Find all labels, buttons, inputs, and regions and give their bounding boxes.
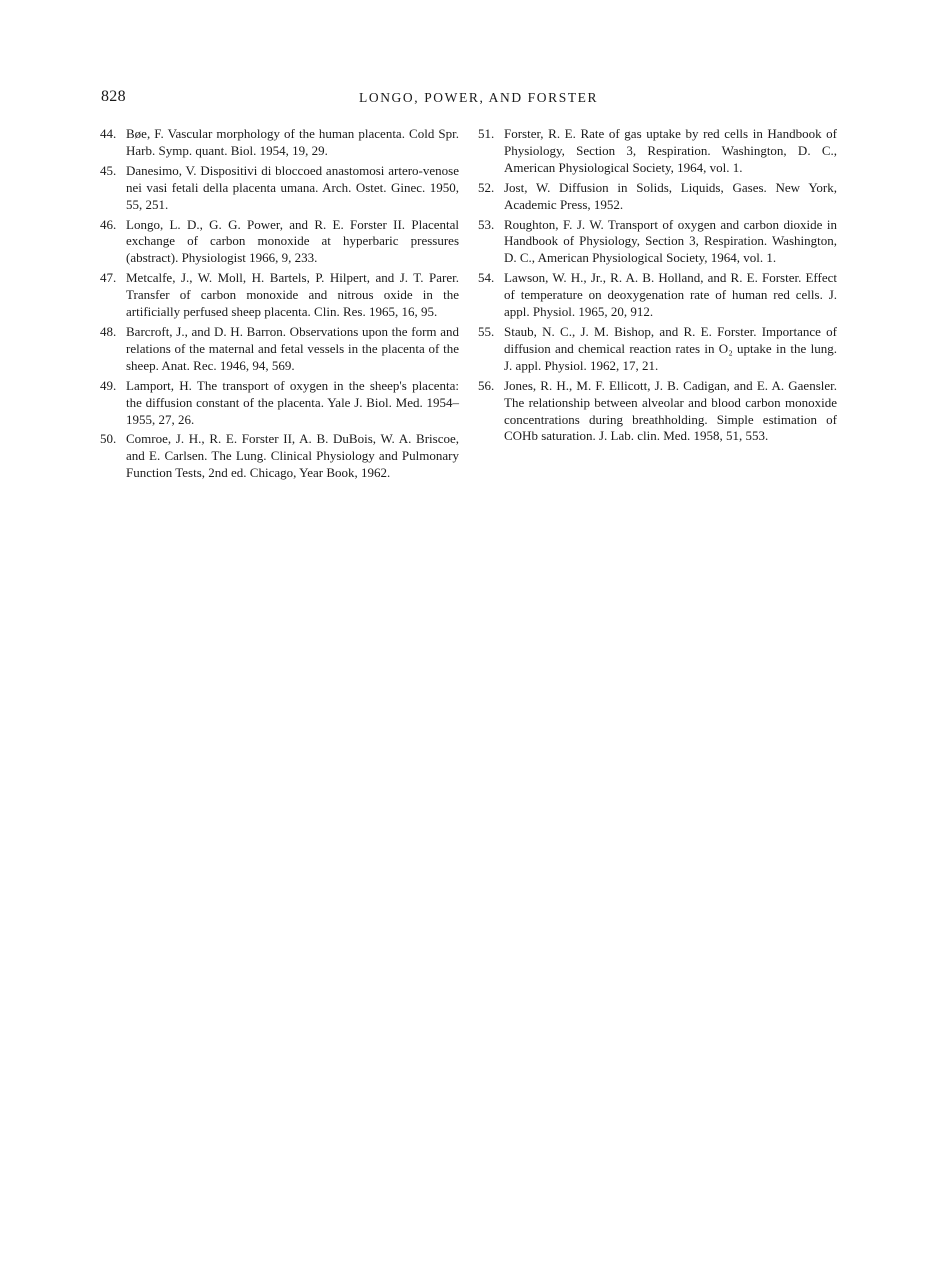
reference-text: Metcalfe, J., W. Moll, H. Bartels, P. Hilpert, and J. T. Parer. Transfer of carbon monoxide and nitrous oxide in the artificially perfused sheep placenta. Clin. Res. 1965, 16, 95. [126, 270, 459, 320]
reference-text: Comroe, J. H., R. E. Forster II, A. B. DuBois, W. A. Briscoe, and E. Carlsen. The Lung. Clinical Physiology and Pulmonary Function Tests, 2nd ed. Chicago, Year Book, 1962. [126, 431, 459, 481]
reference-number: 51. [478, 126, 495, 141]
reference-number: 44. [100, 126, 117, 141]
reference-51 [478, 126, 837, 177]
reference-number: 46. [100, 216, 117, 232]
reference-46 [100, 217, 459, 268]
reference-text: Barcroft, J., and D. H. Barron. Observations upon the form and relations of the maternal and fetal vessels in the placenta of the sheep. Anat. Rec. 1946, 94, 569. [126, 323, 459, 373]
page-header [0, 88, 936, 110]
reference-number: 49. [100, 377, 117, 393]
reference-number: 52. [478, 179, 495, 195]
reference-number: 48. [100, 323, 117, 339]
reference-48 [100, 324, 459, 375]
reference-number: 53. [478, 216, 495, 232]
reference-text: Roughton, F. J. W. Transport of oxygen and carbon dioxide in Handbook of Physiology, Section 3, Respiration. Washington, D. C., American Physiological Society, 1964, vol. 1. [504, 216, 837, 266]
reference-text: Lawson, W. H., Jr., R. A. B. Holland, and R. E. Forster. Effect of temperature on deoxygenation rate of human red cells. J. appl. Physiol. 1965, 20, 912. [504, 270, 837, 320]
running-head: LONGO, POWER, AND FORSTER [359, 90, 599, 105]
page-number: 828 [101, 88, 126, 105]
reference-text: Forster, R. E. Rate of gas uptake by red cells in Handbook of Physiology, Section 3, Respiration. Washington, D. C., American Physiological Society, 1964, vol. 1. [504, 126, 837, 175]
reference-text: Jost, W. Diffusion in Solids, Liquids, Gases. New York, Academic Press, 1952. [504, 179, 837, 212]
reference-number: 47. [100, 270, 117, 286]
reference-number: 45. [100, 162, 117, 178]
reference-number: 55. [478, 323, 495, 339]
reference-text: Staub, N. C., J. M. Bishop, and R. E. Forster. Importance of diffusion and chemical reaction rates in O₂ uptake in the lung. J. appl. Physiol. 1962, 17, 21. [504, 323, 837, 373]
reference-text: Jones, R. H., M. F. Ellicott, J. B. Cadigan, and E. A. Gaensler. The relationship between alveolar and blood carbon monoxide concentrations during breathholding. Simple estimation of COHb saturation. J. Lab. clin. Med. 1958, 51, 553. [504, 377, 837, 444]
reference-text: Longo, L. D., G. G. Power, and R. E. Forster II. Placental exchange of carbon monoxide at hyperbaric pressures (abstract). Physiologist 1966, 9, 233. [126, 216, 459, 266]
reference-49 [100, 378, 459, 429]
reference-number: 54. [478, 270, 495, 286]
reference-text: Lamport, H. The transport of oxygen in the sheep's placenta: the diffusion constant of the placenta. Yale J. Biol. Med. 1954–1955, 27, 26. [126, 377, 459, 427]
reference-56 [478, 378, 837, 446]
reference-53 [478, 217, 837, 268]
reference-text: Danesimo, V. Dispositivi di bloccoed anastomosi artero-venose nei vasi fetali della placenta umana. Arch. Ostet. Ginec. 1950, 55, 251. [126, 162, 459, 212]
reference-number: 56. [478, 377, 495, 393]
reference-50 [100, 431, 459, 482]
reference-55 [478, 324, 837, 375]
reference-number: 50. [100, 431, 117, 447]
reference-52 [478, 180, 837, 214]
references-left-column [100, 126, 459, 485]
reference-text: Bøe, F. Vascular morphology of the human placenta. Cold Spr. Harb. Symp. quant. Biol. 1954, 19, 29. [126, 126, 459, 158]
reference-54 [478, 270, 837, 321]
references-right-column [478, 126, 837, 448]
reference-45 [100, 163, 459, 214]
reference-44 [100, 126, 459, 160]
reference-47 [100, 270, 459, 321]
